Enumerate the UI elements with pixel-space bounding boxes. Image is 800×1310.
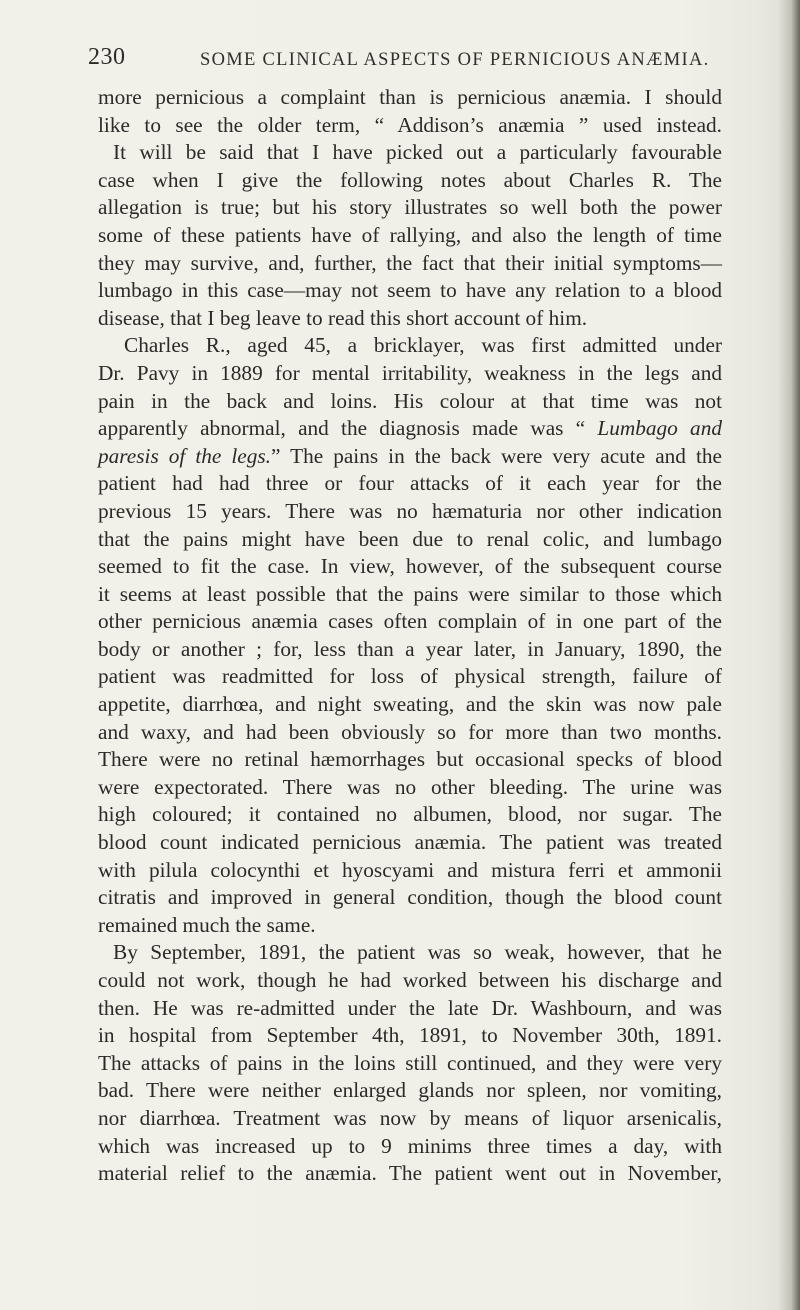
text-line: apparently abnormal, and the diagnosis made was “ Lumbago and [98,416,722,441]
text-line: were expectorated. There was no other bleeding. The urine was [98,774,722,799]
paragraph-start-line: It will be said that I have picked out a particularly favourable [113,140,722,165]
text-line: and waxy, and had been obviously so for more than two months. [98,719,722,744]
text-line: previous 15 years. There was no hæmaturia nor other indication [98,498,722,523]
text-line: could not work, though he had worked between his discharge and [98,968,722,992]
text-line: Dr. Pavy in 1889 for mental irritability, weakness in the legs and [98,360,722,385]
text-line: nor diarrhœa. Treatment was now by means of liquor arsenicalis, [98,1105,722,1130]
text-line: allegation is true; but his story illustrates so well both the power [98,195,722,220]
page-header [88,44,728,84]
text-line: some of these patients have of rallying, and also the length of time [98,222,722,247]
text-line: disease, that I beg leave to read this short account of him. [98,305,588,330]
text-line: in hospital from September 4th, 1891, to November 30th, 1891. [98,1023,722,1048]
body-text [98,84,722,1188]
text-line: case when I give the following notes about Charles R. The [98,167,722,192]
text-line: with pilula colocynthi et hyoscyami and mistura ferri et ammonii [98,857,722,882]
text-line: which was increased up to 9 minims three times a day, with [98,1133,722,1158]
paragraph-start-line: Charles R., aged 45, a bricklayer, was first admitted under [124,333,722,358]
text-line: patient had had three or four attacks of it each year for the [98,471,722,496]
text-line: other pernicious anæmia cases often complain of in one part of the [98,609,722,634]
page-binding-edge [778,0,800,1310]
text-line: The attacks of pains in the loins still continued, and they were very [98,1050,722,1075]
text-line: patient was readmitted for loss of physical strength, failure of [98,664,722,689]
text-line: they may survive, and, further, the fact that their initial symptoms— [98,250,722,275]
text-line: bad. There were neither enlarged glands nor spleen, nor vomiting, [98,1078,722,1103]
text-line: like to see the older term, “ Addison’s anæmia ” used instead. [98,112,722,137]
page-number: 230 [88,44,126,70]
text-line: more pernicious a complaint than is pernicious anæmia. I should [98,85,722,109]
text-line: pain in the back and loins. His colour at that time was not [98,388,722,413]
text-line: material relief to the anæmia. The patient went out in November, [98,1161,722,1186]
text-line: it seems at least possible that the pains were similar to those which [98,581,722,606]
text-line: body or another ; for, less than a year later, in January, 1890, the [98,636,722,661]
text-line: appetite, diarrhœa, and night sweating, and the skin was now pale [98,692,722,717]
text-line: paresis of the legs.” The pains in the back were very acute and the [98,443,722,468]
text-line: remained much the same. [98,912,316,937]
text-line: blood count indicated pernicious anæmia. The patient was treated [98,830,722,855]
text-line: then. He was re-admitted under the late Dr. Washbourn, and was [98,995,722,1020]
text-line: lumbago in this case—may not seem to have any relation to a blood [98,278,722,303]
text-line: seemed to fit the case. In view, however, of the subsequent course [98,554,722,579]
text-line: high coloured; it contained no albumen, blood, nor sugar. The [98,802,722,827]
text-line: There were no retinal hæmorrhages but occasional specks of blood [98,747,722,772]
text-line: that the pains might have been due to renal colic, and lumbago [98,526,722,551]
text-line: citratis and improved in general condition, though the blood count [98,885,722,910]
running-title: SOME CLINICAL ASPECTS OF PERNICIOUS ANÆMIA. [200,50,710,70]
paragraph-start-line: By September, 1891, the patient was so weak, however, that he [113,940,722,965]
